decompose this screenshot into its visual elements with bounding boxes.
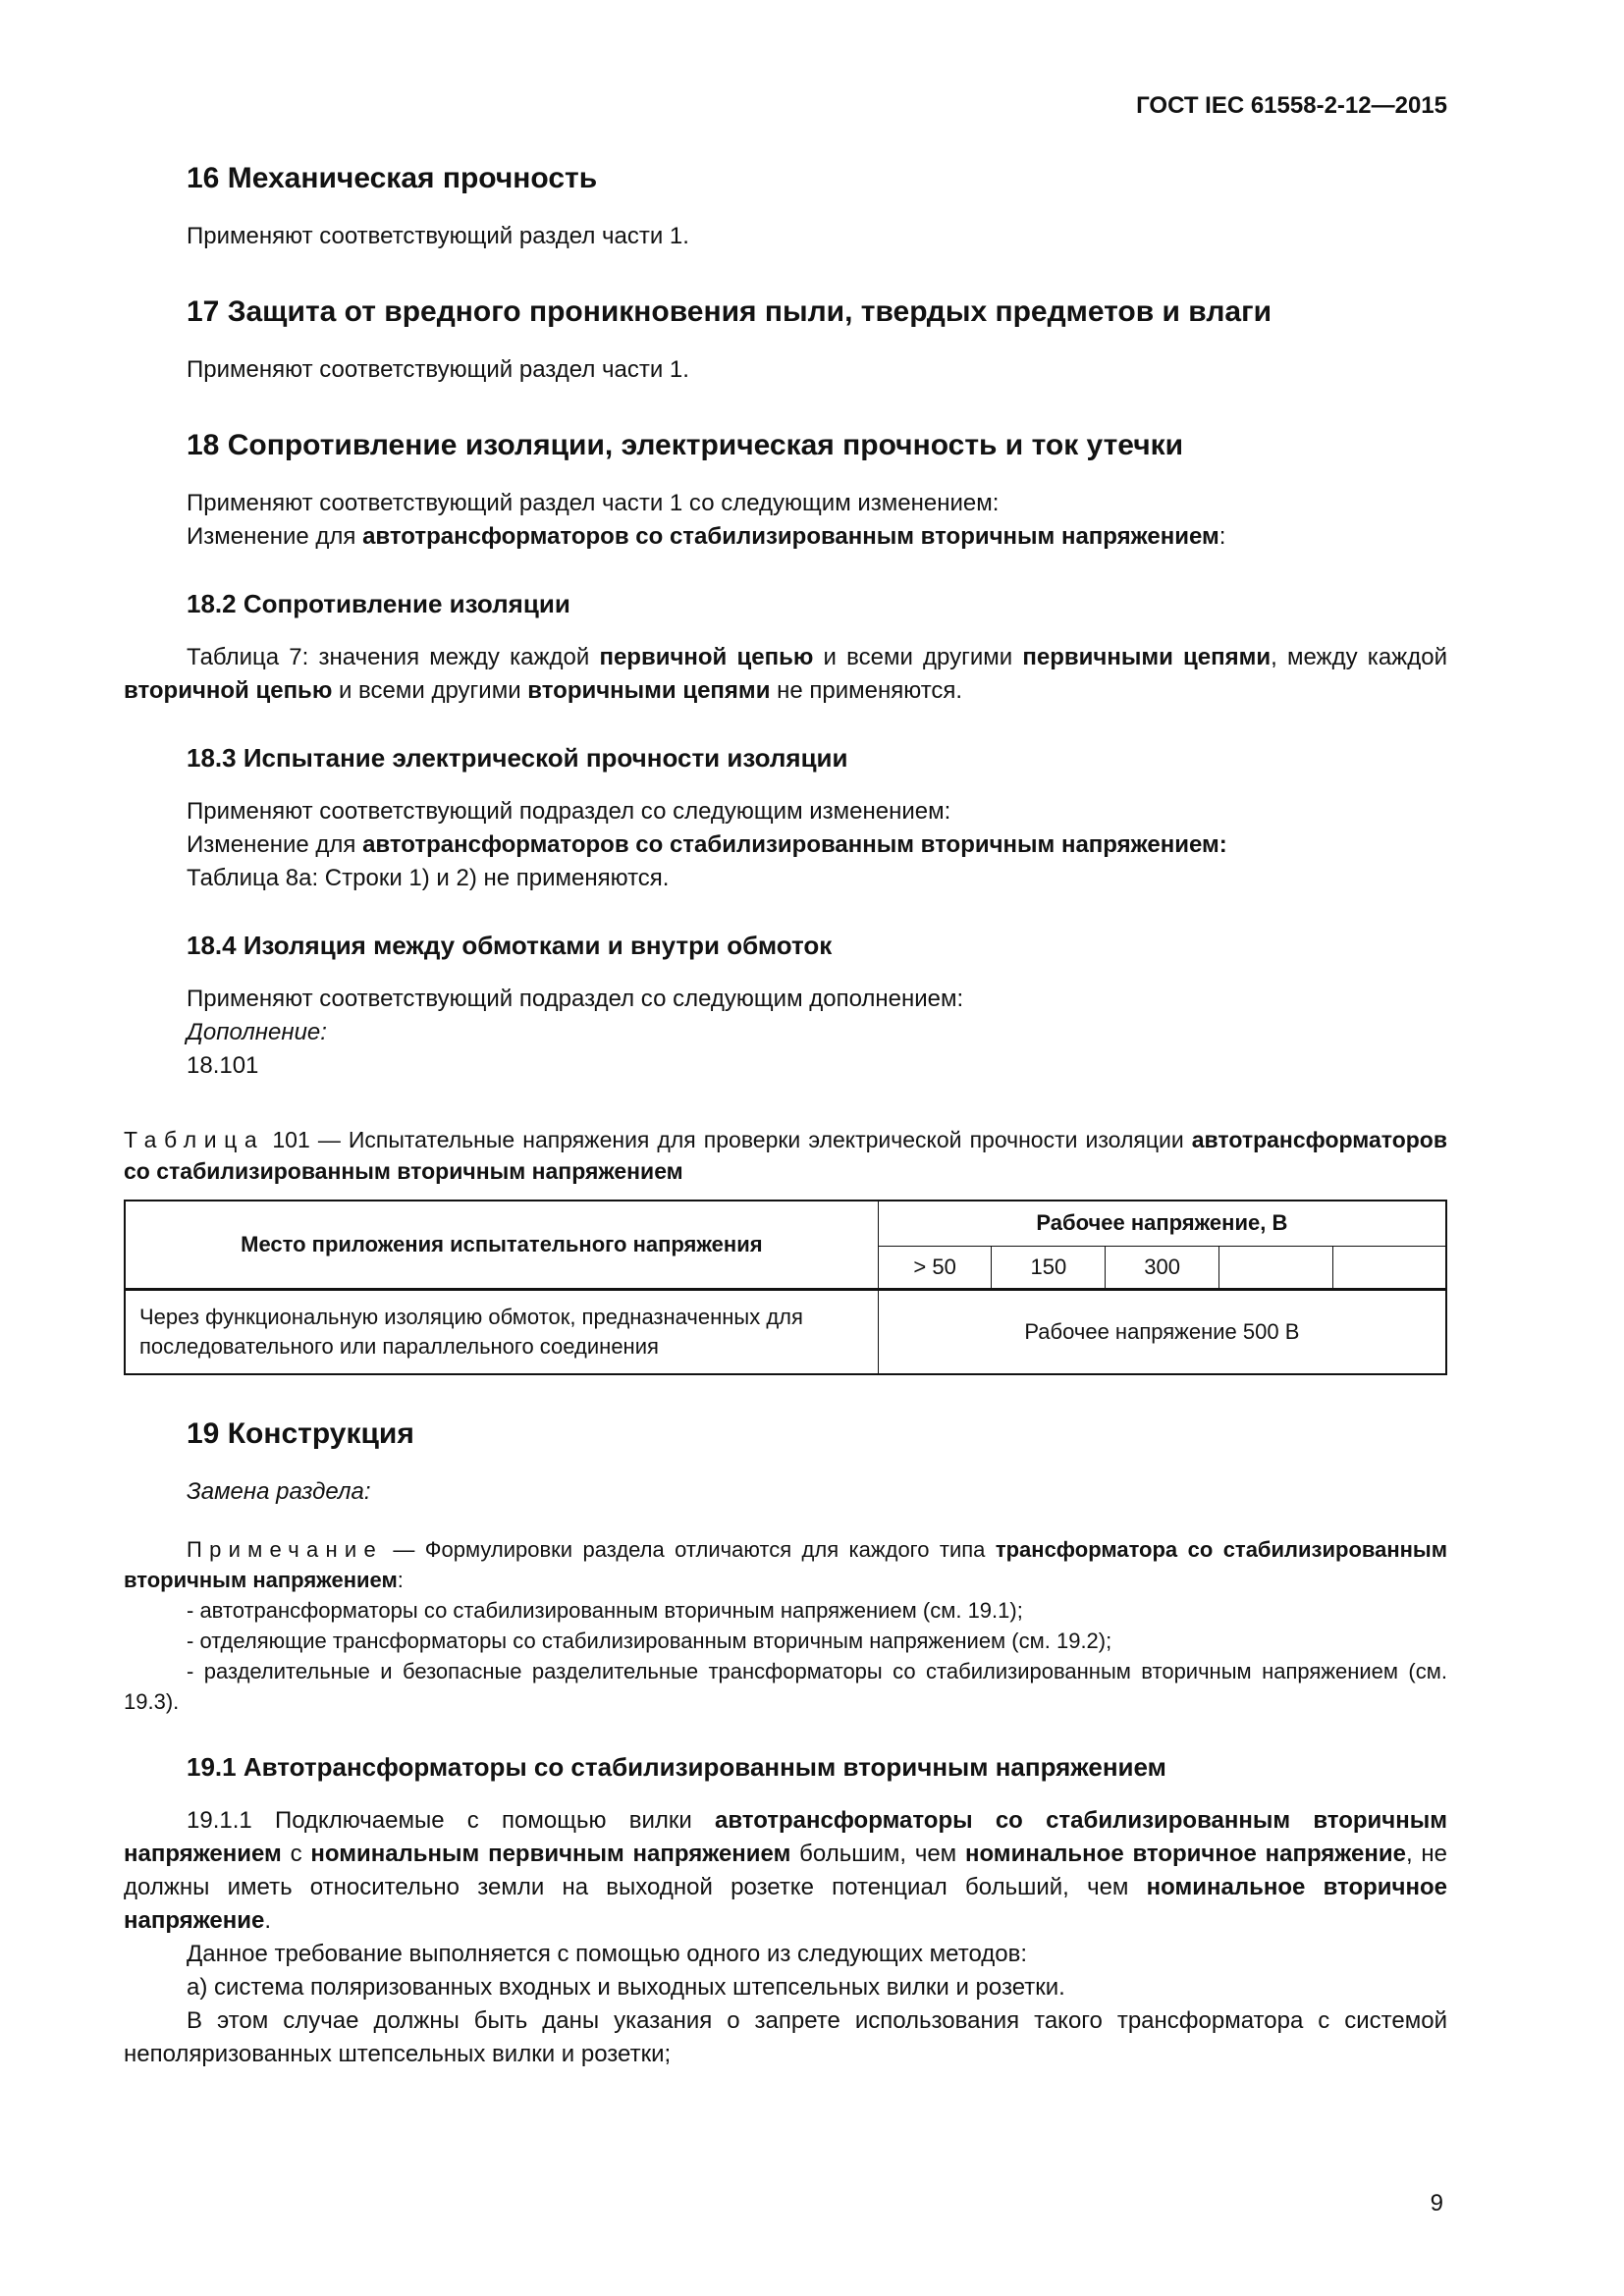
- section-18-2-heading: 18.2 Сопротивление изоляции: [187, 589, 570, 618]
- list-item-s19-2: - отделяющие трансформаторы со стабилизированным вторичным напряжением (см. 19.2);: [187, 1628, 1112, 1653]
- table-101-subheader-1: > 50: [878, 1246, 992, 1289]
- doc-header: [124, 92, 1447, 120]
- list-item-s19-1: - автотрансформаторы со стабилизированным вторичным напряжением (см. 19.1);: [187, 1597, 1023, 1623]
- section-17-heading: 17 Защита от вредного проникновения пыли, твердых предметов и влаги: [187, 295, 1272, 328]
- paragraph-s19-1-1: 19.1.1 Подключаемые с помощью вилки автотрансформаторы со стабилизированным вторичным напряжением с номинальным первичным напряжением большим, чем номинальное вторичное напряжение, не должны иметь относительно земли на выходной розетке потенциал больший, чем номинальное вторичное напряжение.: [124, 1806, 1448, 1934]
- section-18-4-heading: 18.4 Изоляция между обмотками и внутри обмоток: [187, 931, 833, 960]
- paragraph-s18-4-1: Применяют соответствующий подраздел со следующим дополнением:: [187, 986, 964, 1012]
- paragraph-s18-1: Применяют соответствующий раздел части 1 со следующим изменением:: [187, 490, 1000, 516]
- table-101-cell-value: Рабочее напряжение 500 В: [878, 1289, 1446, 1374]
- paragraph-s18-4-2: Дополнение:: [187, 1019, 327, 1045]
- paragraph-s19-note: Примечание — Формулировки раздела отличаются для каждого типа трансформатора со стабилизированным вторичным напряжением:: [124, 1536, 1447, 1592]
- paragraph-s18-2: Изменение для автотрансформаторов со стабилизированным вторичным напряжением:: [187, 523, 1226, 550]
- section-18-3-heading: 18.3 Испытание электрической прочности изоляции: [187, 743, 848, 773]
- list-item-s19-3: - разделительные и безопасные разделительные трансформаторы со стабилизированным вторичным напряжением (см. 19.3).: [124, 1658, 1447, 1714]
- paragraph-s17-1: Применяют соответствующий раздел части 1.: [187, 356, 689, 383]
- table-101-header-row: [125, 1201, 1446, 1246]
- paragraph-s18-3-1: Применяют соответствующий подраздел со следующим изменением:: [187, 798, 951, 825]
- paragraph-s18-4-3: 18.101: [187, 1052, 259, 1079]
- section-18-heading: 18 Сопротивление изоляции, электрическая прочность и ток утечки: [187, 429, 1184, 461]
- paragraph-s19-replace-note: Замена раздела:: [187, 1477, 371, 1505]
- table-101-subheader-3: 300: [1106, 1246, 1219, 1289]
- paragraph-s19-1-2: Данное требование выполняется с помощью одного из следующих методов:: [187, 1940, 1028, 1967]
- section-19-heading: 19 Конструкция: [187, 1416, 414, 1450]
- doc-code: ГОСТ IEC 61558-2-12—2015: [1136, 92, 1447, 119]
- paragraph-s19-1-3: а) система поляризованных входных и выходных штепсельных вилки и розетки.: [187, 1973, 1065, 2001]
- table-101-caption: Таблица 101 — Испытательные напряжения для проверки электрической прочности изоляции автотрансформаторов со стабилизированным вторичным напряжением: [124, 1127, 1447, 1184]
- table-101-subheader-2: 150: [992, 1246, 1106, 1289]
- paragraph-s19-1-4: В этом случае должны быть даны указания о запрете использования такого трансформатора с системой неполяризованных штепсельных вилки и розетки;: [124, 2006, 1447, 2067]
- table-101: [124, 1200, 1447, 1375]
- paragraph-s18-2-1: Таблица 7: значения между каждой первичной цепью и всеми другими первичными цепями, между каждой вторичной цепью и всеми другими вторичными цепями не применяются.: [124, 644, 1447, 704]
- table-101-data-row: [125, 1289, 1446, 1374]
- page-number: 9: [1430, 2190, 1443, 2216]
- table-101-subheader-4: [1218, 1246, 1332, 1289]
- table-101-group-header: Рабочее напряжение, В: [878, 1201, 1446, 1246]
- table-101-subheader-5: [1332, 1246, 1446, 1289]
- paragraph-s16-1: Применяют соответствующий раздел части 1.: [187, 223, 689, 249]
- paragraph-s18-3-2: Изменение для автотрансформаторов со стабилизированным вторичным напряжением:: [187, 831, 1227, 858]
- section-19-1-heading: 19.1 Автотрансформаторы со стабилизированным вторичным напряжением: [187, 1751, 1166, 1782]
- table-101-cell-place: Через функциональную изоляцию обмоток, предназначенных для последовательного или параллельного соединения: [125, 1289, 878, 1374]
- section-16-heading: 16 Механическая прочность: [187, 162, 598, 194]
- paragraph-s18-3-3: Таблица 8а: Строки 1) и 2) не применяются.: [187, 865, 670, 891]
- table-101-col-header: Место приложения испытательного напряжения: [125, 1201, 878, 1289]
